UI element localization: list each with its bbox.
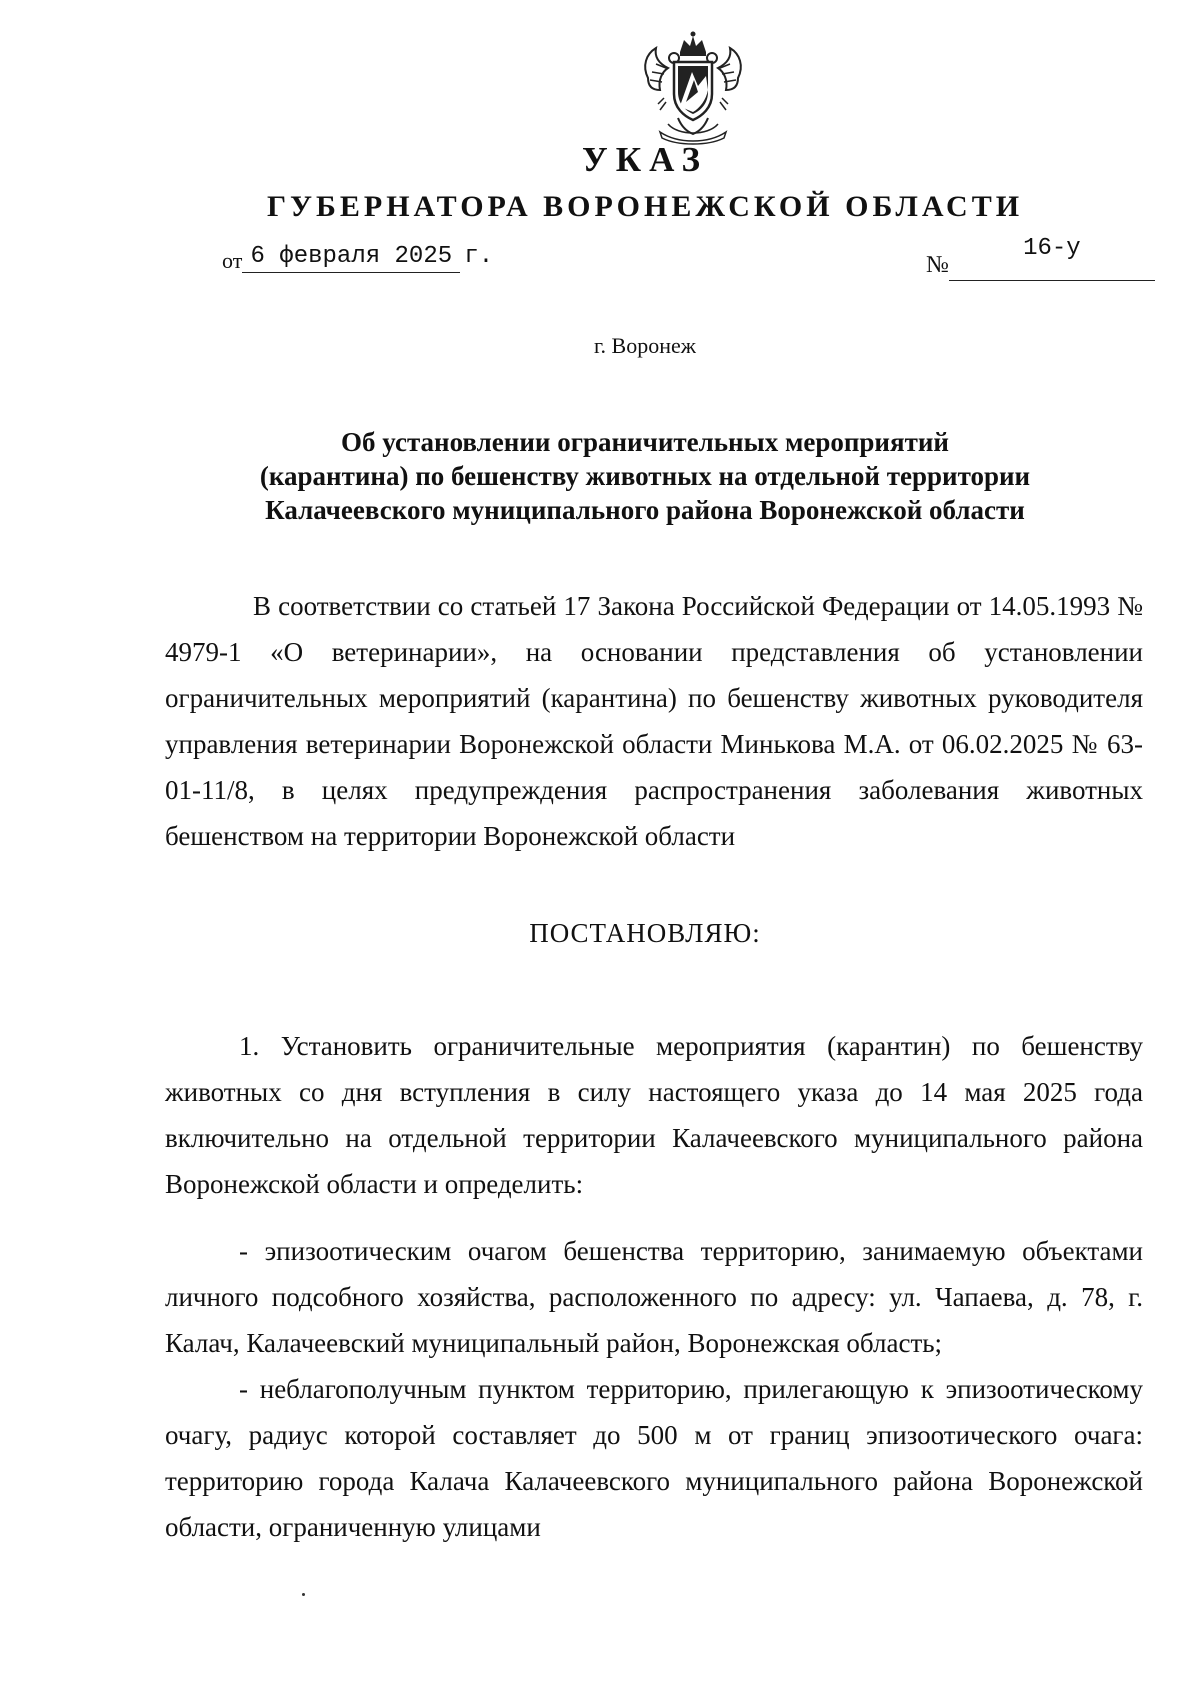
document-date <box>222 243 494 279</box>
document-city: г. Воронеж <box>594 333 696 358</box>
number-value: 16-у <box>949 235 1155 281</box>
date-suffix: г. <box>464 243 494 270</box>
heading-line: (карантина) по бешенству животных на отдельной территории <box>259 461 1031 491</box>
decree-word: ПОСТАНОВЛЯЮ: <box>529 918 761 948</box>
heading-line: Калачеевского муниципального района Воронежской области <box>265 495 1025 525</box>
date-prefix: от <box>222 248 243 273</box>
document-number <box>926 235 1155 299</box>
document-subtitle: ГУБЕРНАТОРА ВОРОНЕЖСКОЙ ОБЛАСТИ <box>266 190 1024 223</box>
date-value: 6 февраля 2025 <box>242 243 460 273</box>
document-title: УКАЗ <box>582 140 708 179</box>
heading-line: Об установлении ограничительных мероприятий <box>341 427 949 457</box>
coat-of-arms-icon <box>638 28 748 146</box>
preamble-paragraph: В соответствии со статьей 17 Закона Российской Федерации от 14.05.1993 № 4979-1 «О ветеринарии», на основании представления об установлении ограничительных мероприятий (карантина) по бешенству животных руководителя управления ветеринарии Воронежской области Минькова М.А. от 06.02.2025 № 63-01-11/8, в целях предупреждения распространения заболевания животных бешенством на территории Воронежской области <box>165 591 1143 851</box>
item-1-paragraph: 1. Установить ограничительные мероприятия (карантин) по бешенству животных со дня вступления в силу настоящего указа до 14 мая 2025 года включительно на отдельной территории Калачеевского муниципального района Воронежской области и определить: <box>165 1031 1143 1199</box>
scan-speck <box>302 1593 305 1596</box>
number-prefix: № <box>926 252 949 278</box>
item-1a-paragraph: - эпизоотическим очагом бешенства территорию, занимаемую объектами личного подсобного хозяйства, расположенного по адресу: ул. Чапаева, д. 78, г. Калач, Калачеевский муниципальный район, Воронежская область; <box>165 1236 1143 1358</box>
item-1b-paragraph: - неблагополучным пунктом территорию, прилегающую к эпизоотическому очагу, радиус которой составляет до 500 м от границ эпизоотического очага: территорию города Калача Калачеевского муниципального района Воронежской области, ограниченную улицами <box>165 1374 1143 1542</box>
document-heading <box>90 425 1200 527</box>
